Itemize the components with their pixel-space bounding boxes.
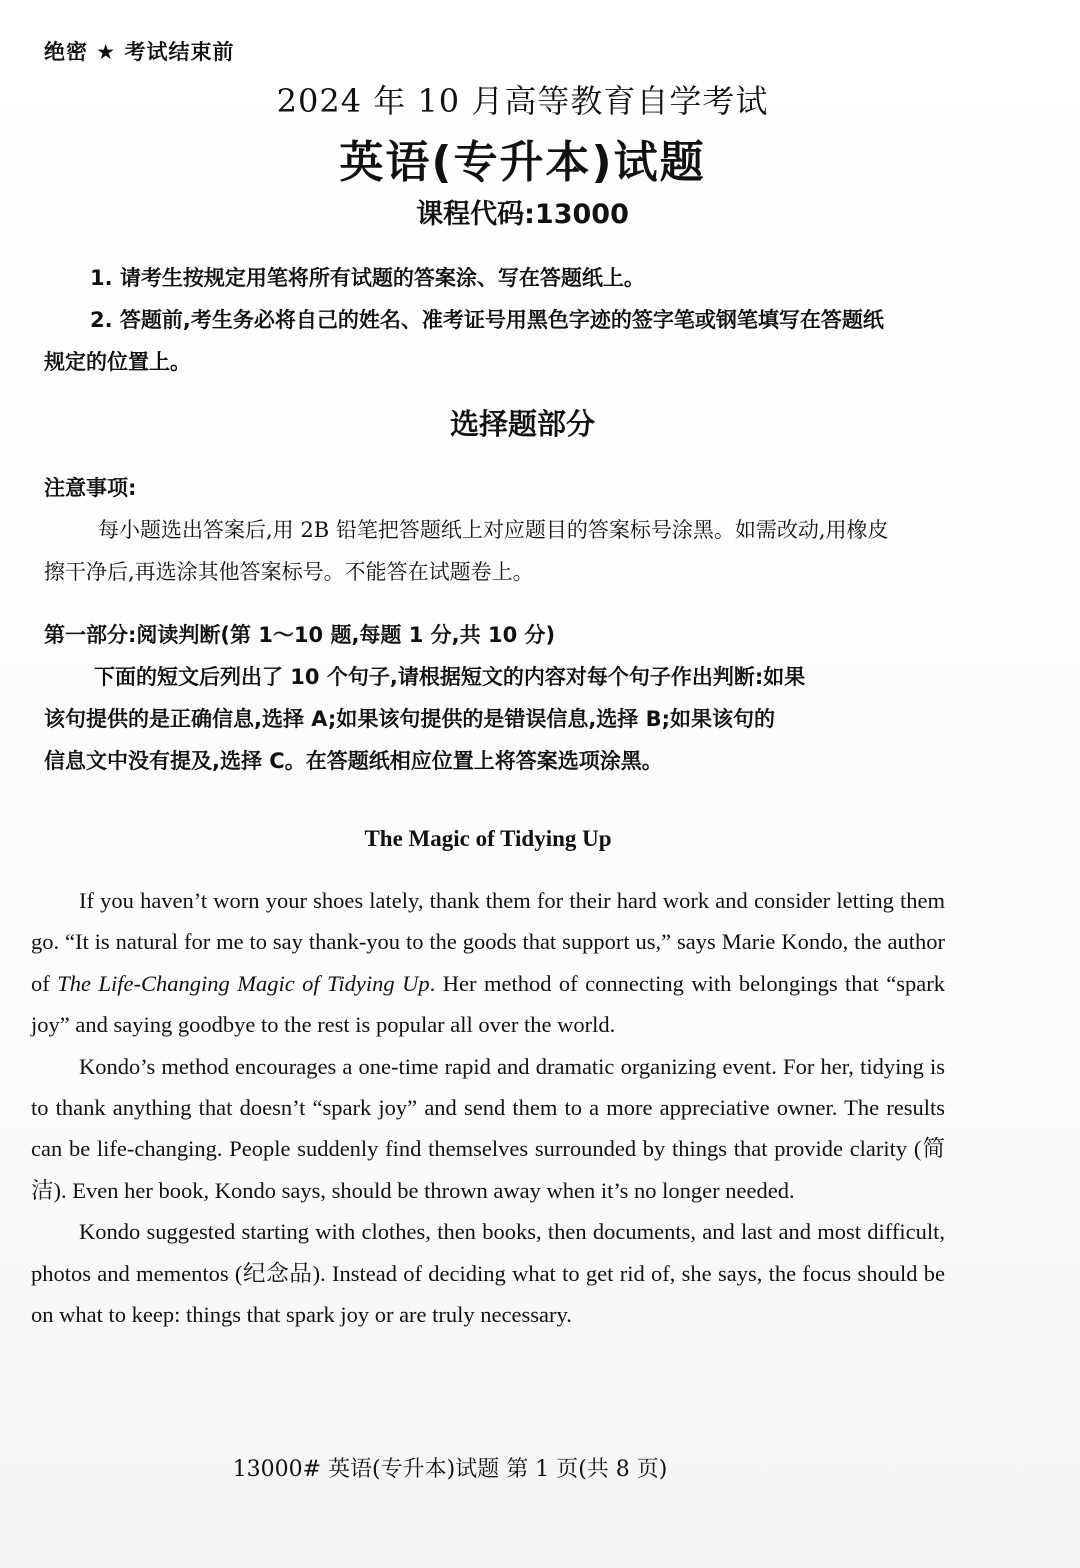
section-title: 选择题部分 [449, 407, 595, 441]
paper-title: 英语(专升本)试题 [339, 137, 706, 188]
passage-paragraph-2: Kondo’s method encourages a one-time rapid and dramatic organizing event. For her, tidying is to thank anything that doesn’t “spark joy” and send them to a more appreciative owner. The results can be life-changing. People suddenly find themselves surrounded by things that provide clarity (简洁). Even her book, Kondo says, should be thrown away when it’s no longer needed. [31, 1053, 945, 1203]
notes-line-2: 擦干净后,再选涂其他答案标号。不能答在试题卷上。 [44, 560, 534, 584]
paragraph-1-text-start: If you haven’t worn your shoes lately, thank them for their hard work and consider letting them go. “It is natural for me to say thank-you to the goods that support us,” says Marie Kondo, the author of [31, 888, 945, 996]
instruction-item-2-line-1: 2. 答题前,考生务必将自己的姓名、准考证号用黑色字迹的签字笔或钢笔填写在答题纸 [90, 308, 884, 332]
paragraph-1-text-end: . Her method of connecting with belongings that “spark joy” and saying goodbye to the rest is popular all over the world. [31, 970, 945, 1038]
part1-heading: 第一部分:阅读判断(第 1～10 题,每题 1 分,共 10 分) [44, 623, 556, 647]
passage-title: The Magic of Tidying Up [364, 826, 612, 851]
course-code: 课程代码:13000 [416, 199, 629, 230]
notes-line-1: 每小题选出答案后,用 2B 铅笔把答题纸上对应题目的答案标号涂黑。如需改动,用橡皮 [98, 518, 889, 542]
passage-paragraph-1 [31, 880, 945, 1046]
book-title: The Life-Changing Magic of Tidying Up [57, 970, 430, 996]
part1-description-line-3: 信息文中没有提及,选择 C。在答题纸相应位置上将答案选项涂黑。 [44, 749, 663, 773]
page-footer: 13000# 英语(专升本)试题 第 1 页(共 8 页) [232, 1457, 668, 1482]
part1-description-line-1: 下面的短文后列出了 10 个句子,请根据短文的内容对每个句子作出判断:如果 [94, 665, 806, 689]
passage-paragraph-3: Kondo suggested starting with clothes, then books, then documents, and last and most difficult, photos and mementos (纪念品). Instead of deciding what to get rid of, she says, the focus should be on what to keep: things that spark joy or are truly necessary. [31, 1219, 945, 1328]
passage-body [31, 880, 945, 1335]
exam-session-line: 2024 年 10 月高等教育自学考试 [276, 82, 769, 120]
notes-label: 注意事项: [44, 476, 137, 500]
instruction-item-2-line-2: 规定的位置上。 [44, 350, 191, 374]
secrecy-mark: 绝密 ★ 考试结束前 [44, 40, 235, 64]
part1-description-line-2: 该句提供的是正确信息,选择 A;如果该句提供的是错误信息,选择 B;如果该句的 [44, 707, 776, 731]
instruction-item-1: 1. 请考生按规定用笔将所有试题的答案涂、写在答题纸上。 [90, 266, 645, 290]
